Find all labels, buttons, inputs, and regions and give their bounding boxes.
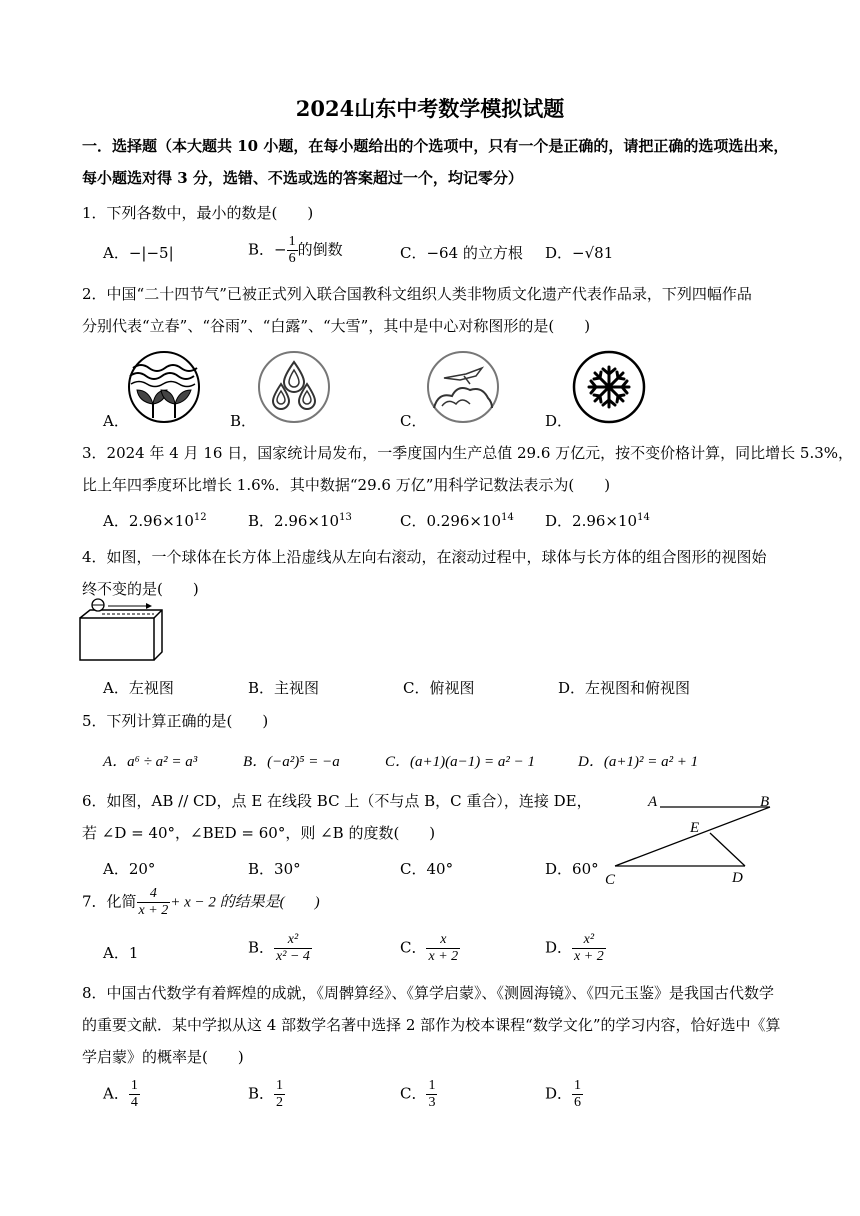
- question-2-label-d: D．: [545, 412, 573, 430]
- question-4-line2: 终不变的是( ): [82, 580, 199, 598]
- question-4-option-d: D．左视图和俯视图: [558, 679, 691, 697]
- question-4-option-b: B．主视图: [248, 679, 320, 697]
- question-6-option-d: D．60°: [545, 860, 599, 878]
- question-8-option-c-label: C．: [400, 1084, 427, 1103]
- question-8-option-c-denominator: 3: [428, 1095, 436, 1111]
- question-8-option-b-label: B．: [248, 1084, 275, 1103]
- question-8-option-b: [248, 1078, 285, 1111]
- page-title: 2024山东中考数学模拟试题: [295, 96, 565, 121]
- question-8-option-c: [400, 1078, 437, 1111]
- question-6-line2: 若 ∠D = 40°，∠BED = 60°，则 ∠B 的度数( ): [82, 824, 436, 842]
- question-8-line1: 8．中国古代数学有着辉煌的成就，《周髀算经》、《算学启蒙》、《测圆海镜》、《四元玉鉴》是我国古代数学: [82, 984, 775, 1002]
- question-7-stem-prefix: 7．化简: [82, 892, 137, 911]
- question-7-option-b-denominator: x² − 4: [276, 949, 310, 965]
- question-8-option-d: [545, 1078, 583, 1111]
- question-1-stem: 1．下列各数中，最小的数是( ): [82, 204, 314, 222]
- question-8-option-b-numerator: 1: [274, 1078, 285, 1095]
- point-d-label: D: [732, 870, 743, 886]
- question-1-option-b-suffix: 的倒数: [297, 240, 343, 259]
- question-7-stem-numerator: 4: [137, 886, 171, 903]
- section-header-line1: 一．选择题（本大题共 10 小题，在每小题给出的个选项中，只有一个是正确的，请把正确的选项选出来，: [82, 137, 789, 155]
- question-8-option-d-denominator: 6: [574, 1095, 582, 1111]
- question-3-option-b-base: B．2.96×10: [248, 512, 340, 530]
- question-3-line2: 比上年四季度环比增长 1.6%．其中数据“29.6 万亿”用科学记数法表示为( ): [82, 476, 611, 494]
- question-4-line1: 4．如图，一个球体在长方体上沿虚线从左向右滚动，在滚动过程中，球体与长方体的组合图形的视图始: [82, 548, 767, 566]
- question-8-option-a-label: A．: [103, 1084, 129, 1103]
- question-3-option-d-exponent: 14: [637, 512, 650, 523]
- question-7-option-b: [248, 932, 312, 965]
- question-1-option-d: D．−√81: [545, 244, 614, 262]
- point-c-label: C: [605, 872, 616, 888]
- question-7-option-d-denominator: x + 2: [574, 949, 604, 965]
- question-3-option-a-exponent: 12: [193, 512, 207, 523]
- question-7-option-b-numerator: x²: [274, 932, 312, 949]
- question-6-option-c: C．40°: [400, 860, 454, 878]
- question-3-option-d-base: D．2.96×10: [545, 512, 638, 530]
- question-3-line1: 3．2024 年 4 月 16 日，国家统计局发布，一季度国内生产总值 29.6 万亿元，按不变价格计算，同比增长 5.3%，: [82, 444, 854, 462]
- question-2-label-a: A．: [103, 412, 129, 430]
- ball-on-cuboid-figure: [78, 600, 164, 664]
- question-5-option-a: A．a⁶ ÷ a² = a³: [103, 754, 198, 770]
- question-5-option-d: D．(a+1)² = a² + 1: [578, 754, 699, 770]
- question-6-line1: 6．如图，AB // CD，点 E 在线段 BC 上（不与点 B，C 重合），连接 DE，: [82, 792, 592, 810]
- question-4-option-c: C．俯视图: [403, 679, 475, 697]
- question-7-option-d-numerator: x²: [572, 932, 606, 949]
- question-7-stem: [82, 886, 320, 919]
- question-7-option-b-label: B．: [248, 938, 275, 957]
- point-b-label: B: [760, 794, 770, 810]
- question-3-option-c-base: C．0.296×10: [400, 512, 502, 530]
- question-3-option-a: [103, 510, 207, 531]
- question-7-option-d-label: D．: [545, 938, 573, 957]
- question-8-option-d-label: D．: [545, 1084, 573, 1103]
- question-2-label-b: B．: [230, 412, 257, 430]
- question-7-option-d: [545, 932, 606, 965]
- question-8-option-a-denominator: 4: [130, 1095, 138, 1111]
- question-5-stem: 5．下列计算正确的是( ): [82, 712, 269, 730]
- question-7-option-a: A．1: [103, 944, 139, 962]
- question-1-option-b-denominator: 6: [288, 251, 296, 267]
- question-8-line3: 学启蒙》的概率是( ): [82, 1048, 244, 1066]
- bailu-image: [426, 350, 500, 424]
- lichun-image: [127, 350, 201, 424]
- question-1-option-a: A．−|−5|: [103, 244, 174, 262]
- question-7-option-c-label: C．: [400, 938, 427, 957]
- question-6-option-b: B．30°: [248, 860, 301, 878]
- question-1-option-b: [248, 234, 343, 267]
- question-1-option-c: C．−64 的立方根: [400, 244, 523, 262]
- question-8-option-c-numerator: 1: [426, 1078, 437, 1095]
- question-4-option-a: A．左视图: [103, 679, 174, 697]
- question-3-option-b-exponent: 13: [339, 512, 352, 523]
- question-7-stem-denominator: x + 2: [138, 903, 169, 919]
- question-3-option-a-base: A．2.96×10: [103, 512, 194, 530]
- parallel-lines-figure: [600, 790, 790, 890]
- question-5-option-b: B．(−a²)⁵ = −a: [243, 754, 340, 770]
- question-3-option-b: [248, 510, 352, 531]
- point-e-label: E: [690, 820, 700, 836]
- question-3-option-c-exponent: 14: [501, 512, 514, 523]
- question-7-option-c: [400, 932, 460, 965]
- question-7-stem-suffix: + x − 2 的结果是( ): [170, 894, 320, 911]
- question-2-line1: 2．中国“二十四节气”已被正式列入联合国教科文组织人类非物质文化遗产代表作品录，下列四幅作品: [82, 285, 752, 303]
- question-8-option-b-denominator: 2: [276, 1095, 284, 1111]
- question-5-option-c: C．(a+1)(a−1) = a² − 1: [385, 754, 535, 770]
- question-2-line2: 分别代表“立春”、“谷雨”、“白露”、“大雪”，其中是中心对称图形的是( ): [82, 317, 591, 335]
- guyu-image: [257, 350, 331, 424]
- question-1-option-b-prefix: B．−: [248, 240, 287, 259]
- daxue-image: [572, 350, 646, 424]
- question-6-option-a: A．20°: [103, 860, 156, 878]
- question-1-option-b-numerator: 1: [287, 234, 298, 251]
- section-header-line2: 每小题选对得 3 分，选错、不选或选的答案超过一个，均记零分）: [82, 169, 523, 187]
- question-8-option-a: [103, 1078, 140, 1111]
- question-3-option-c: [400, 510, 514, 531]
- question-2-label-c: C．: [400, 412, 427, 430]
- point-a-label: A: [648, 794, 658, 810]
- question-7-option-c-denominator: x + 2: [428, 949, 459, 965]
- question-8-option-d-numerator: 1: [572, 1078, 583, 1095]
- question-3-option-d: [545, 510, 650, 531]
- question-8-option-a-numerator: 1: [129, 1078, 140, 1095]
- question-7-option-c-numerator: x: [426, 932, 460, 949]
- question-8-line2: 的重要文献．某中学拟从这 4 部数学名著中选择 2 部作为校本课程“数学文化”的学习内容，恰好选中《算: [82, 1016, 781, 1034]
